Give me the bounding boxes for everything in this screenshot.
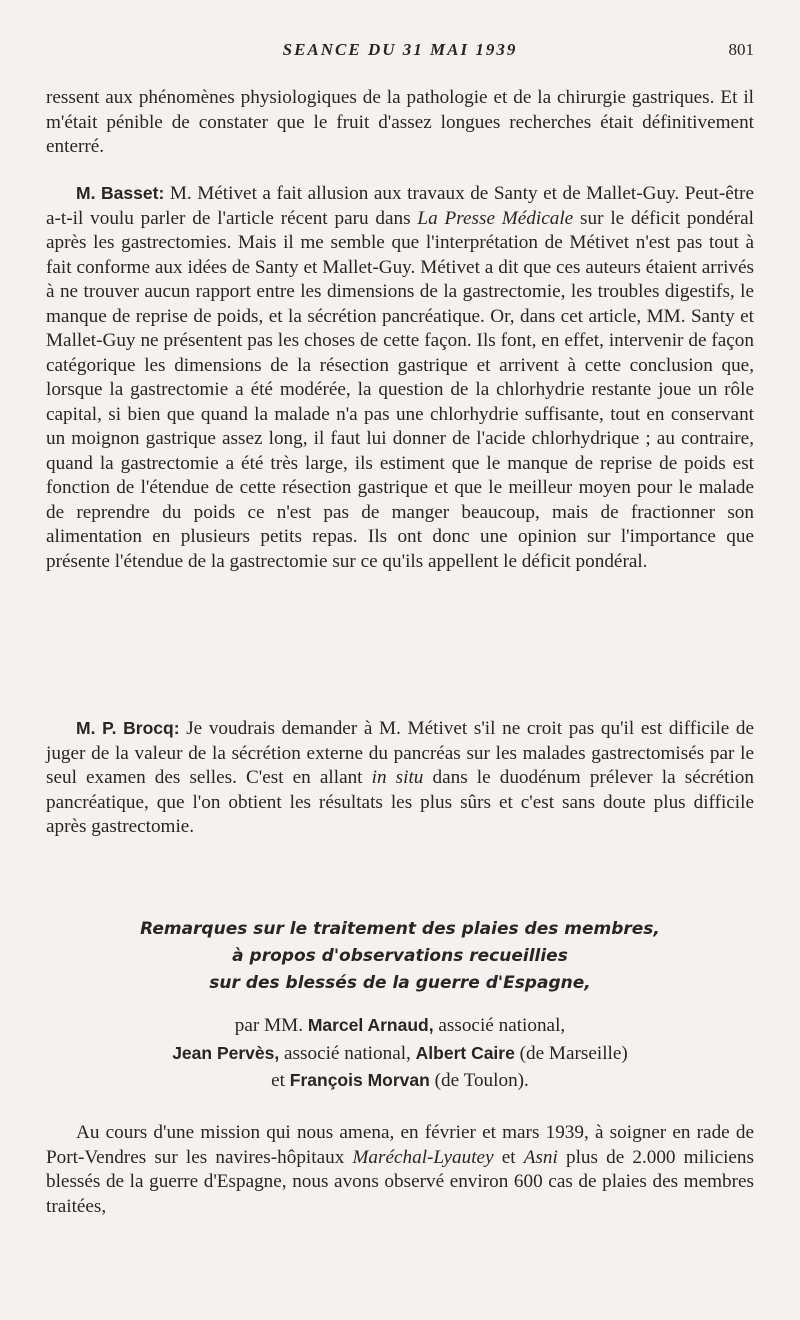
latin-phrase: in situ	[371, 767, 424, 788]
ship-name: Asni	[523, 1146, 558, 1168]
journal-title: La Presse Médicale	[417, 207, 574, 229]
paragraph-text: et	[493, 1146, 524, 1168]
article-title	[46, 916, 754, 997]
paragraph-text: Je voudrais demander à M. Métivet s'il ne croit pas qu'il est difficile de juger de la valeur de la sécrétion externe du pancréas sur les malades gastrectomisés par le seul examen des selles. C'est en allant	[46, 718, 754, 788]
author-name: Marcel Arnaud,	[307, 1015, 434, 1035]
running-head	[46, 40, 754, 64]
author-origin: (de Marseille)	[514, 1042, 628, 1064]
byline-line	[46, 1040, 754, 1068]
paragraph-brocq	[46, 716, 754, 840]
author-name: Albert Caire	[415, 1042, 515, 1063]
paragraph-basset	[46, 181, 754, 574]
ship-name: Maréchal-Lyautey	[352, 1146, 494, 1168]
paragraph-text: dans le duodénum prélever la sécrétion pancréatique, que l'on obtient les résultats les plus sûrs et c'est sans doute plus difficile après gastrectomie.	[46, 767, 754, 837]
paragraph-text: sur le déficit pondéral après les gastrectomies. Mais il me semble que l'interprétation de Métivet n'est pas tout à fait conforme aux idées de Santy et Mallet-Guy. Métivet a dit que ces auteurs étaient arrivés à ne trouver aucun rapport entre les dimensions de la gastrectomie, les troubles digestifs, le manque de reprise de poids, et la sécrétion pancréatique. Or, dans cet article, MM. Santy et Mallet-Guy ne présentent pas les choses de cette façon. Ils font, en effet, intervenir de façon catégorique les dimensions de la résection gastrique et arrivent à cette conclusion que, lorsque la gastrectomie a été modérée, la question de la chlorhydrie restante joue un rôle capital, si bien que quand la malade n'a pas une chlorhydrie suffisante, tout en conservant un moignon gastrique assez long, il faut lui donner de l'acide chlorhydrique ; au contraire, quand la gastrectomie a été très large, ils estiment que le manque de reprise de poids est fonction de l'étendue de cette résection gastrique et que le meilleur moyen pour le malade de reprendre du poids ce n'est pas de manger beaucoup, mais de fractionner son alimentation en plusieurs petits repas. Ils ont donc une opinion sur l'importance que présente l'étendue de la gastrectomie sur ce qu'ils appellent le déficit pondéral.	[46, 207, 755, 572]
author-role: associé national,	[279, 1042, 416, 1064]
byline-connector: et	[271, 1070, 290, 1091]
byline-line	[46, 1067, 754, 1095]
paragraph-text: plus de 2.000 miliciens blessés de la guerre d'Espagne, nous avons observé environ 600 cas de plaies des membres traitées,	[46, 1146, 754, 1217]
speaker-name: M. Basset:	[76, 183, 165, 203]
author-byline	[46, 1012, 754, 1095]
author-role: associé national,	[433, 1015, 566, 1036]
author-name: François Morvan	[289, 1070, 430, 1090]
paragraph-text: M. Métivet a fait allusion aux travaux de Santy et de Mallet-Guy. Peut-être a-t-il voulu parler de l'article récent paru dans	[46, 183, 755, 229]
byline-line	[46, 1012, 754, 1040]
paragraph-continuation	[46, 86, 754, 160]
author-origin: (de Toulon).	[429, 1070, 529, 1091]
speaker-name: M. P. Brocq:	[76, 718, 180, 738]
article-title-line: Remarques sur le traitement des plaies des membres,	[140, 919, 660, 939]
paragraph-text: Au cours d'une mission qui nous amena, en février et mars 1939, à soigner en rade de Port-Vendres sur les navires-hôpitaux	[46, 1122, 754, 1168]
page-number: 801	[728, 40, 754, 59]
author-name: Jean Pervès,	[172, 1042, 280, 1063]
paragraph-text: ressent aux phénomènes physiologiques de la pathologie et de la chirurgie gastriques. Et il m'était pénible de constater que le fruit d'assez longues recherches était définitivement enterré.	[46, 87, 754, 157]
paragraph-article-intro	[46, 1121, 754, 1219]
byline-prefix: par MM.	[234, 1015, 308, 1036]
article-title-line: sur des blessés de la guerre d'Espagne,	[209, 973, 591, 993]
running-title: SEANCE DU 31 MAI 1939	[282, 40, 518, 59]
article-title-line: à propos d'observations recueillies	[232, 946, 568, 966]
